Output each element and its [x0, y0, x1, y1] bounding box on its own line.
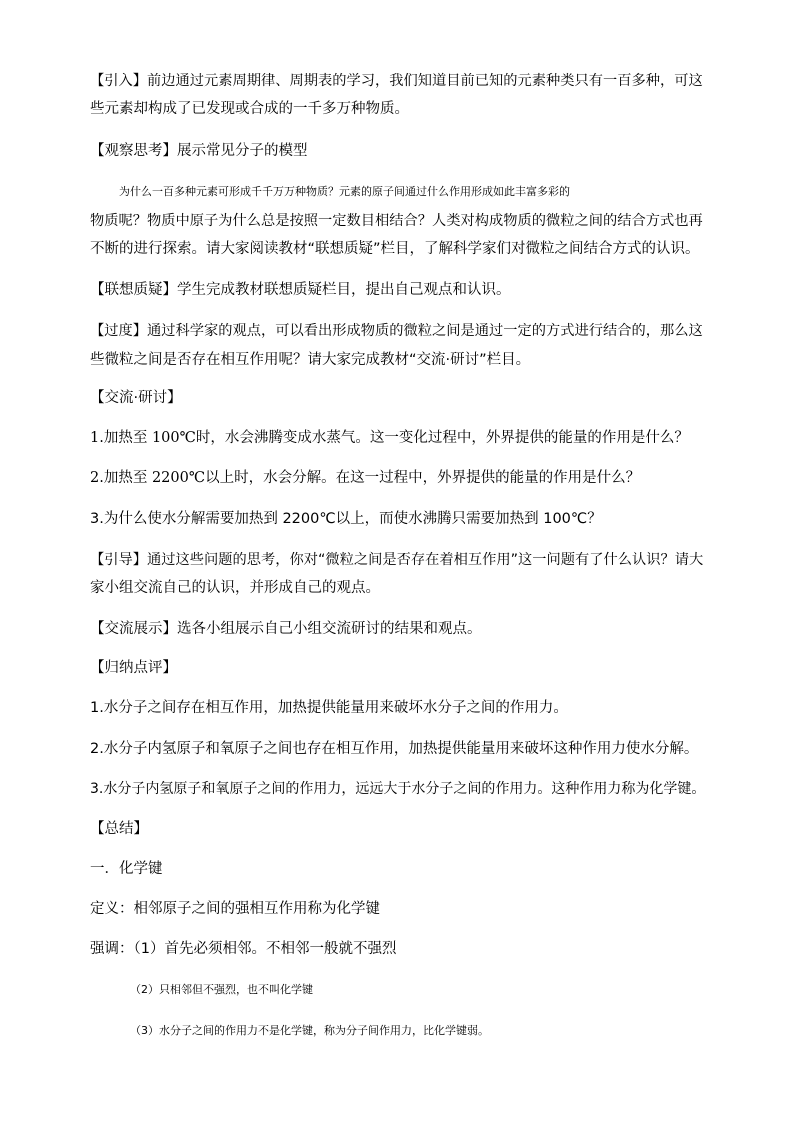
association-line: 【联想质疑】学生完成教材联想质疑栏目，提出自己观点和认识。 [90, 282, 511, 298]
guide-line-1: 【引导】通过这些问题的思考，你对“微粒之间是否存在着相互作用”这一问题有了什么认识？请大 [90, 552, 704, 568]
discussion-question-1: 1.加热至 100℃时，水会沸腾变成水蒸气。这一变化过程中，外界提供的能量的作用是什么？ [90, 430, 689, 446]
intro-line-1: 【引入】前边通过元素周期律、周期表的学习，我们知道目前已知的元素种类只有一百多种，可这 [90, 73, 703, 89]
definition-line: 定义：相邻原子之间的强相互作用称为化学键 [90, 901, 380, 917]
discussion-question-2: 2.加热至 2200℃以上时，水会分解。在这一过程中，外界提供的能量的作用是什么？ [90, 470, 641, 486]
exchange-display-line: 【交流展示】选各小组展示自己小组交流研讨的结果和观点。 [90, 621, 482, 637]
transition-line-2: 些微粒之间是否存在相互作用呢？请大家完成教材“交流·研讨”栏目。 [90, 352, 531, 368]
section-title-chemical-bond: 一．化学键 [90, 861, 163, 877]
emphasis-point-1: 强调：（1）首先必须相邻。不相邻一般就不强烈 [90, 941, 397, 957]
emphasis-point-2: （2）只相邻但不强烈，也不叫化学键 [130, 983, 313, 996]
question-para-line-2: 物质呢？物质中原子为什么总是按照一定数目相结合？人类对构成物质的微粒之间的结合方式也再 [90, 213, 703, 229]
conclusion-heading: 【总结】 [90, 821, 148, 837]
observe-heading: 【观察思考】展示常见分子的模型 [90, 143, 308, 159]
review-point-3: 3.水分子内氢原子和氧原子之间的作用力，远远大于水分子之间的作用力。这种作用力称为化学键。 [90, 781, 706, 797]
intro-line-2: 些元素却构成了已发现或合成的一千多万种物质。 [90, 101, 409, 117]
transition-line-1: 【过度】通过科学家的观点，可以看出形成物质的微粒之间是通过一定的方式进行结合的，那么这 [90, 323, 703, 339]
question-para-line-1: 为什么一百多种元素可形成千千万万种物质？元素的原子间通过什么作用形成如此丰富多彩的 [119, 185, 570, 198]
review-point-2: 2.水分子内氢原子和氧原子之间也存在相互作用，加热提供能量用来破坏这种作用力使水分解。 [90, 741, 699, 757]
emphasis-point-3: （3）水分子之间的作用力不是化学键，称为分子间作用力，比化学键弱。 [130, 1024, 489, 1037]
review-point-1: 1.水分子之间存在相互作用，加热提供能量用来破坏水分子之间的作用力。 [90, 700, 568, 716]
guide-line-2: 家小组交流自己的认识，并形成自己的观点。 [90, 580, 380, 596]
discussion-question-3: 3.为什么使水分解需要加热到 2200℃以上，而使水沸腾只需要加热到 100℃？ [90, 511, 602, 527]
question-para-line-3: 不断的进行探索。请大家阅读教材“联想质疑”栏目，了解科学家们对微粒之间结合方式的认识。 [90, 241, 700, 257]
summary-review-heading: 【归纳点评】 [90, 660, 177, 676]
discussion-heading: 【交流·研讨】 [90, 390, 182, 406]
